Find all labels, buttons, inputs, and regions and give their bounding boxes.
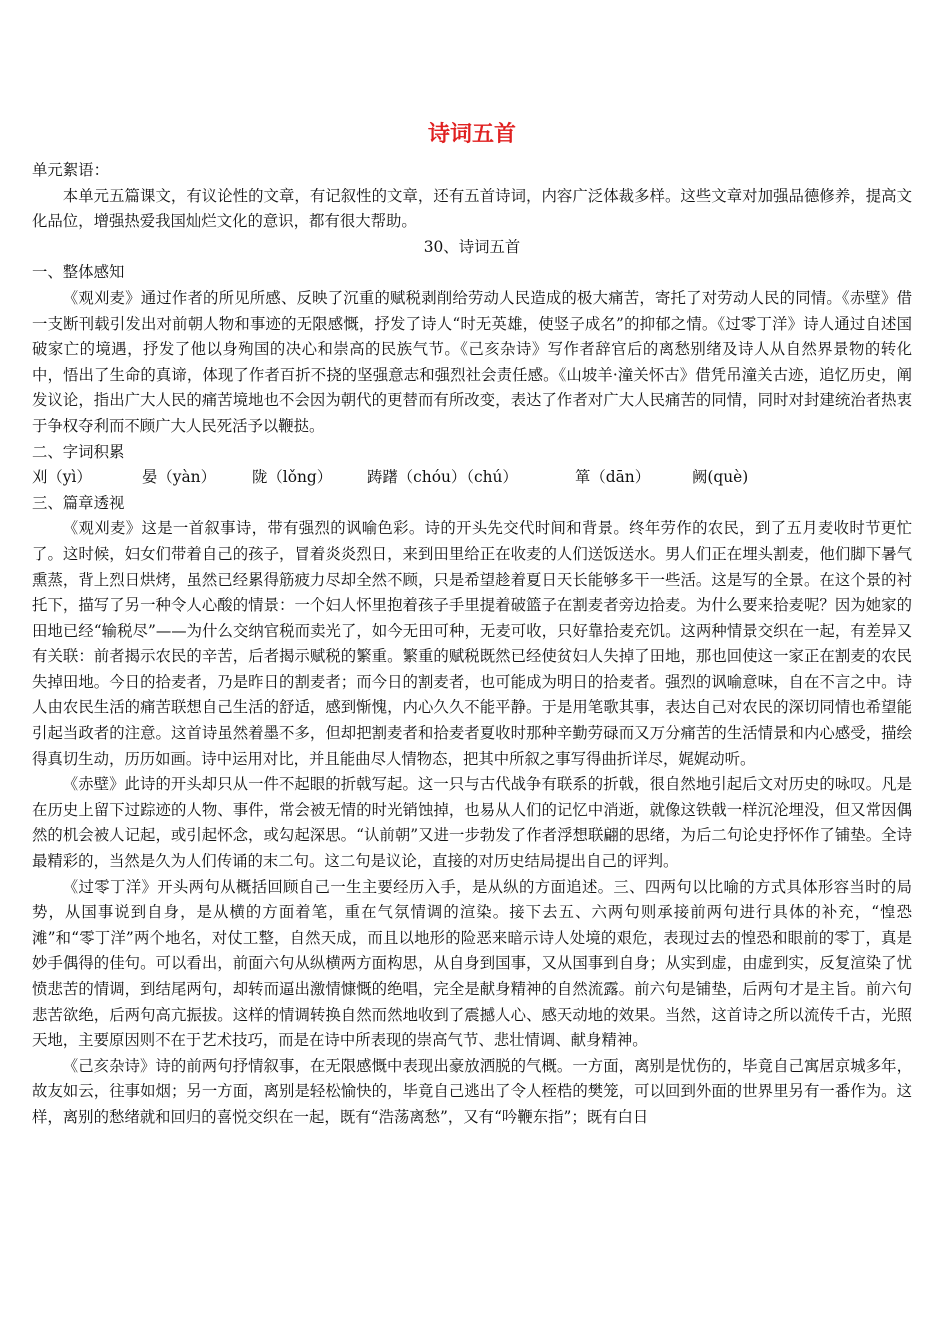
section-heading-overview: 一、整体感知 (32, 263, 125, 282)
section-heading-analysis: 三、篇章透视 (32, 493, 125, 512)
unit-intro: 本单元五篇课文，有议论性的文章，有记叙性的文章，还有五首诗词，内容广泛体裁多样。这些文章对加强品德修养，提高文化品位，增强热爱我国灿烂文化的意识，都有很大帮助。 (32, 186, 912, 231)
section-heading-vocabulary: 二、字词积累 (32, 442, 125, 461)
analysis-paragraph: 《观刈麦》这是一首叙事诗，带有强烈的讽喻色彩。诗的开头先交代时间和背景。终年劳作的农民，到了五月麦收时节更忙了。这时候，妇女们带着自己的孩子，冒着炎炎烈日，来到田里给正在收麦的人们送饭送水。男人们正在埋头割麦，他们脚下暑气熏蒸，背上烈日烘烤，虽然已经累得筋疲力尽却全然不顾，只是希望趁着夏日天长能够多干一些活。这是写的全景。在这个景的衬托下，描写了另一种令人心酸的情景：一个妇人怀里抱着孩子手里提着破篮子在割麦者旁边拾麦。为什么要来拾麦呢？因为她家的田地已经“输税尽”——为什么交纳官税而卖光了，如今无田可种，无麦可收，只好靠拾麦充饥。这两种情景交织在一起，有差异又有关联：前者揭示农民的辛苦，后者揭示赋税的繁重。繁重的赋税既然已经使贫妇人失掉了田地，那也回使这一家正在割麦的农民失掉田地。今日的拾麦者，乃是昨日的割麦者；而今日的割麦者，也可能成为明日的拾麦者。强烈的讽喻意味，自在不言之中。诗人由农民生活的痛苦联想自己生活的舒适，感到惭愧，内心久久不能平静。于是用笔歌其事，表达自己对农民的深切同情也希望能引起当政者的注意。这首诗虽然着墨不多，但却把割麦者和拾麦者夏收时那种辛勤劳碌而又万分痛苦的生活情景和内心感受，描绘得真切生动，历历如画。诗中运用对比，并且能曲尽人情物态，把其中所叙之事写得曲折详尽，娓娓动听。 (32, 519, 912, 768)
analysis-paragraph: 《己亥杂诗》诗的前两句抒情叙事，在无限感慨中表现出豪放洒脱的气概。一方面，离别是忧伤的，毕竟自己寓居京城多年，故友如云，往事如烟；另一方面，离别是轻松愉快的，毕竟自己逃出了令人桎梏的樊笼，可以回到外面的世界里另有一番作为。这样，离别的愁绪就和回归的喜悦交织在一起，既有“浩荡离愁”，又有“吟鞭东指”；既有白日 (32, 1056, 912, 1126)
vocab-item: 踌躇（chóu）（chú） (367, 468, 518, 487)
analysis-paragraph: 《赤壁》此诗的开头却只从一件不起眼的折戟写起。这一只与古代战争有联系的折戟，很自然地引起后文对历史的咏叹。凡是在历史上留下过踪迹的人物、事件，常会被无情的时光销蚀掉，也易从人们的记忆中消逝，就像这铁戟一样沉沦埋没，但又常因偶然的机会被人记起，或引起怀念，或勾起深思。“认前朝”又进一步勃发了作者浮想联翩的思绪，为后二句论史抒怀作了铺垫。全诗最精彩的，当然是久为人们传诵的末二句。这二句是议论，直接的对历史结局提出自己的评判。 (32, 775, 912, 871)
document-title: 诗词五首 (427, 122, 516, 147)
vocab-item: 晏（yàn） (142, 468, 216, 487)
vocabulary-list (32, 465, 912, 491)
document-page (32, 118, 912, 1131)
vocab-item: 阙(què) (692, 468, 749, 487)
lesson-title: 30、诗词五首 (423, 237, 521, 256)
vocab-item: 箪（dān） (575, 468, 651, 487)
vocab-item: 陇（lǒng） (252, 468, 333, 487)
unit-label: 单元絮语： (32, 161, 109, 179)
overview-text: 《观刈麦》通过作者的所见所感、反映了沉重的赋税剥削给劳动人民造成的极大痛苦，寄托了对劳动人民的同情。《赤壁》借一支断刊载引发出对前朝人物和事迹的无限感慨，抒发了诗人“时无英雄，使竖子成名”的抑郁之情。《过零丁洋》诗人通过自述国破家亡的境遇，抒发了他以身殉国的决心和崇高的民族气节。《己亥杂诗》写作者辞官后的离愁别绪及诗人从自然界景物的转化中，悟出了生命的真谛，体现了作者百折不挠的坚强意志和强烈社会责任感。《山坡羊·潼关怀古》借凭吊潼关古迹，追忆历史，阐发议论，指出广大人民的痛苦境地也不会因为朝代的更替而有所改变，表达了作者对广大人民痛苦的同情，同时对封建统治者热衷于争权夺利而不顾广大人民死活予以鞭挞。 (32, 288, 912, 435)
analysis-paragraph: 《过零丁洋》开头两句从概括回顾自己一生主要经历入手，是从纵的方面追述。三、四两句以比喻的方式具体形容当时的局势，从国事说到自身，是从横的方面着笔，重在气氛情调的渲染。接下去五、六两句则承接前两句进行具体的补充，“惶恐滩”和“零丁洋”两个地名，对仗工整，自然天成，而且以地形的险恶来暗示诗人处境的艰危，表现过去的惶恐和眼前的零丁，真是妙手偶得的佳句。可以看出，前面六句从纵横两方面构思，从自身到国事，又从国事到自身；从实到虚，由虚到实，反复渲染了忧愤悲苦的情调，到结尾两句，却转而逼出激情慷慨的绝唱，完全是献身精神的自然流露。前六句是铺垫，后两句才是主旨。前六句悲苦欲绝，后两句高亢振拔。这样的情调转换自然而然地收到了震撼人心、感天动地的效果。当然，这首诗之所以流传千古，光照天地，主要原因则不在于艺术技巧，而是在诗中所表现的崇高气节、悲壮情调、献身精神。 (32, 877, 912, 1050)
vocab-item: 刈（yì） (32, 468, 92, 487)
